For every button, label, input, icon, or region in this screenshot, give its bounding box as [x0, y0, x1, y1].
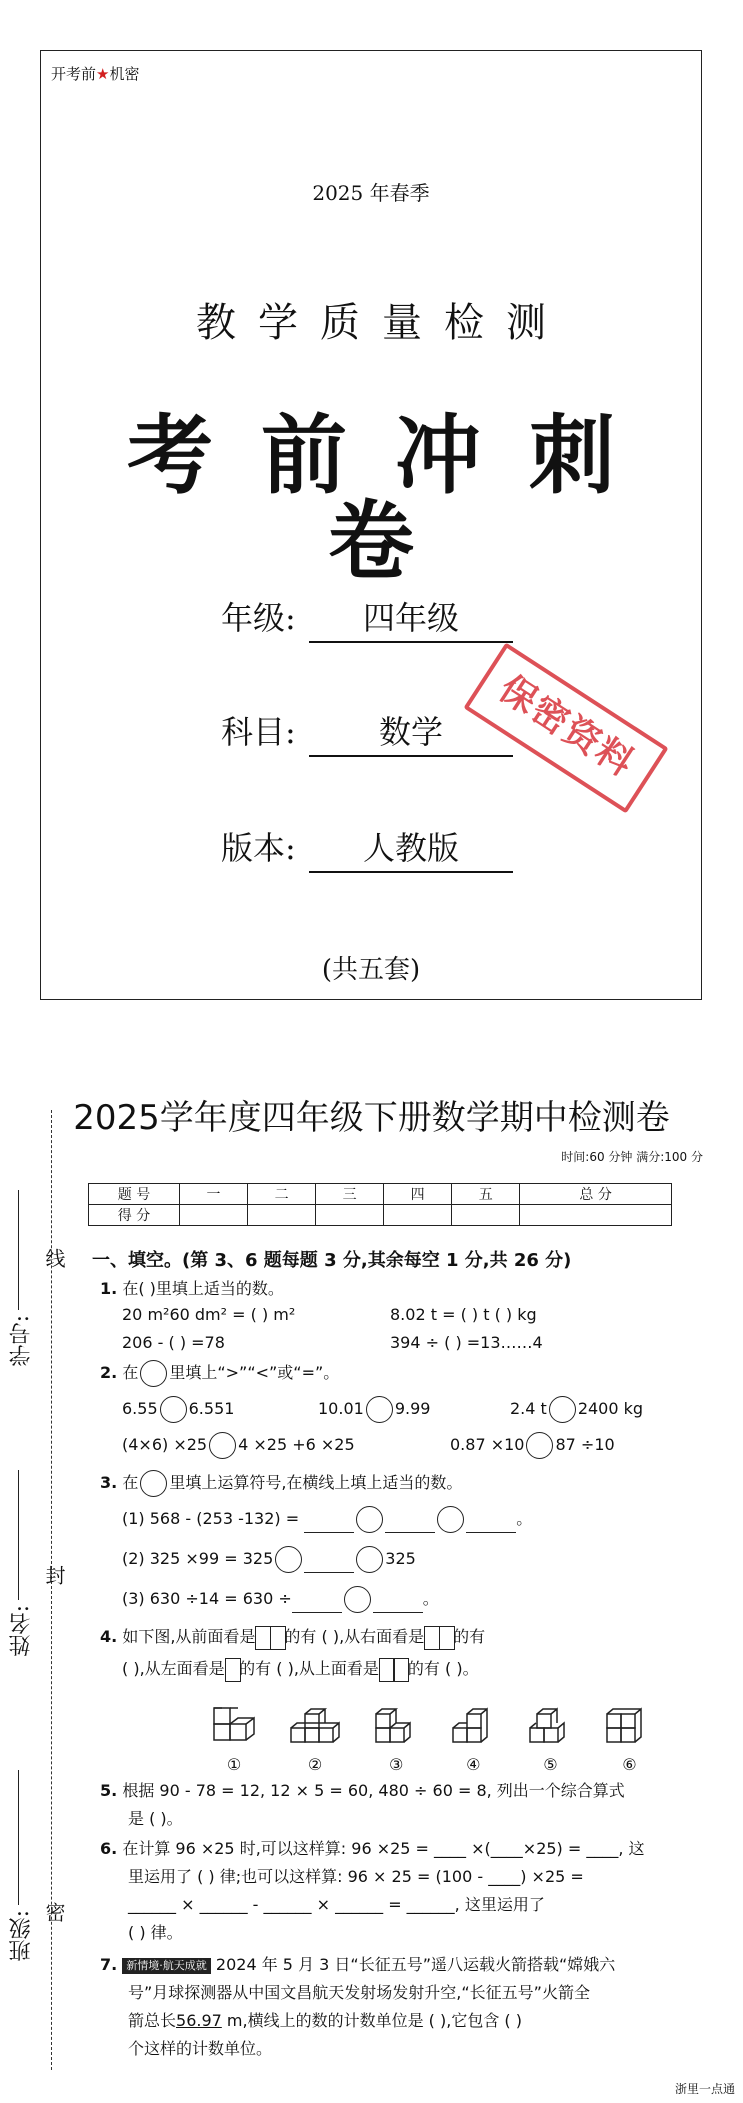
compare-circle[interactable]: [160, 1396, 187, 1423]
question-5-line2: 是 ( )。: [128, 1809, 183, 1828]
table-cell: 五: [452, 1184, 520, 1205]
secret-text-2: 机密: [109, 65, 140, 83]
cube-label: ⑥: [622, 1755, 637, 1774]
period: 。: [422, 1589, 439, 1608]
cube-label: ④: [466, 1755, 481, 1774]
compare-circle[interactable]: [549, 1396, 576, 1423]
cube-label: ①: [226, 1755, 242, 1774]
question-text: 箭总长: [128, 2011, 177, 2030]
q2-item-c: [510, 1396, 643, 1423]
publisher-mark: 浙里一点通: [674, 2082, 735, 2096]
q2-left: 0.87 ×10: [450, 1435, 525, 1454]
q2-right: 6.551: [188, 1399, 235, 1418]
question-text: 2024 年 5 月 3 日“长征五号”遥八运载火箭搭载“嫦娥六: [215, 1955, 616, 1974]
secret-text: 开考前: [51, 65, 97, 83]
answer-blank[interactable]: [304, 1554, 354, 1573]
question-6-line4: ( ) 律。: [128, 1923, 183, 1942]
question-3: [100, 1470, 462, 1497]
table-cell: 一: [180, 1184, 248, 1205]
question-text: 如下图,从前面看是: [122, 1627, 256, 1646]
operator-circle[interactable]: [275, 1546, 302, 1573]
cube-figure: [526, 1706, 574, 1778]
cube-figure: [287, 1706, 343, 1778]
q2-item-b: [318, 1396, 430, 1423]
table-cell: 二: [248, 1184, 316, 1205]
question-text: ( ),从左面看是: [122, 1659, 225, 1678]
score-cell[interactable]: [452, 1205, 520, 1226]
q3-item-a: [122, 1506, 532, 1533]
q3-expr: (3) 630 ÷14 = 630 ÷: [122, 1589, 292, 1608]
section-one-heading: 一、填空。(第 3、6 题每题 3 分,其余每空 1 分,共 26 分): [92, 1250, 572, 1271]
student-id-label: 学号:: [9, 1315, 34, 1367]
score-cell[interactable]: [384, 1205, 452, 1226]
name-label: 姓名:: [9, 1605, 34, 1657]
answer-circle-icon: [140, 1360, 167, 1387]
question-number: 4.: [100, 1627, 118, 1646]
question-2: [100, 1360, 339, 1387]
q2-item-a: [122, 1396, 234, 1423]
question-number: 2.: [100, 1363, 118, 1382]
cover-frame: [40, 50, 702, 1000]
question-7-line3: [128, 2008, 522, 2034]
subject-value: 数学: [309, 707, 513, 757]
grade-value: 四年级: [309, 593, 513, 643]
cube-figures: [210, 1706, 679, 1778]
right-view-icon: [424, 1626, 453, 1650]
operator-circle[interactable]: [344, 1586, 371, 1613]
operator-circle[interactable]: [437, 1506, 464, 1533]
question-number: 7.: [100, 1955, 118, 1974]
cube-figure: [449, 1706, 497, 1778]
cube-figure: [603, 1706, 655, 1778]
score-cell[interactable]: [520, 1205, 672, 1226]
q2-right: 4 ×25 +6 ×25: [238, 1435, 355, 1454]
score-cell[interactable]: [248, 1205, 316, 1226]
q2-item-d: [122, 1432, 355, 1459]
front-view-icon: [255, 1626, 284, 1650]
version-value: 人教版: [309, 823, 513, 873]
answer-circle-icon: [140, 1470, 167, 1497]
star-icon: ★: [96, 65, 110, 83]
score-cell[interactable]: [180, 1205, 248, 1226]
q2-right: 2400 kg: [577, 1399, 644, 1418]
q2-left: 6.55: [122, 1399, 158, 1418]
secret-label: [51, 63, 139, 84]
subject-label: 科目:: [221, 713, 296, 751]
cube-label: ⑤: [543, 1755, 558, 1774]
question-1: [100, 1276, 284, 1302]
question-4: [100, 1624, 485, 1650]
question-text: 在计算 96 ×25 时,可以这样算: 96 ×25 = ____ ×(____×25) = ____, 这: [122, 1839, 645, 1858]
question-6: [100, 1836, 645, 1862]
class-line[interactable]: [18, 1770, 19, 1905]
question-6-line3: ______ × ______ - ______ × ______ = ______, 这里运用了: [128, 1895, 545, 1914]
question-text: 在: [122, 1363, 139, 1382]
binding-char-secret: 密: [42, 1902, 66, 1922]
cube-label: ③: [389, 1755, 404, 1774]
table-cell: 总 分: [520, 1184, 672, 1205]
operator-circle[interactable]: [356, 1506, 383, 1533]
cube-figure: [372, 1706, 420, 1778]
q1-item-c: 206 - ( ) =78: [122, 1333, 225, 1352]
version-field: [221, 823, 513, 873]
question-7-line2: 号”月球探测器从中国文昌航天发射场发射升空,“长征五号”火箭全: [128, 1983, 590, 2002]
cover-subtitle: 教学质量检测: [196, 300, 568, 346]
q3-item-c: [122, 1586, 439, 1613]
question-text: 在: [122, 1473, 139, 1492]
q2-item-e: [450, 1432, 615, 1459]
compare-circle[interactable]: [209, 1432, 236, 1459]
cover-year: 2025 年春季: [312, 181, 430, 205]
answer-blank[interactable]: [304, 1514, 354, 1533]
table-cell: 三: [316, 1184, 384, 1205]
top-view-icon: [379, 1658, 408, 1682]
period: 。: [516, 1509, 533, 1528]
q3-expr: (2) 325 ×99 = 325: [122, 1549, 274, 1568]
answer-blank[interactable]: [292, 1594, 342, 1613]
question-text: 的有 ( )。: [407, 1659, 479, 1678]
q1-item-d: 394 ÷ ( ) =13……4: [390, 1333, 543, 1352]
version-label: 版本:: [221, 829, 296, 867]
answer-blank[interactable]: [466, 1514, 516, 1533]
question-text: 的有 ( ),从上面看是: [239, 1659, 379, 1678]
q2-right: 9.99: [394, 1399, 431, 1418]
q3-expr: (1) 568 - (253 -132) =: [122, 1509, 300, 1528]
answer-blank[interactable]: [373, 1594, 423, 1613]
compare-circle[interactable]: [526, 1432, 553, 1459]
question-text: m,横线上的数的计数单位是 ( ),它包含 ( ): [221, 2011, 522, 2030]
q2-left: 10.01: [318, 1399, 364, 1418]
table-row: [89, 1205, 672, 1226]
q2-left: (4×6) ×25: [122, 1435, 208, 1454]
cube-figure: [210, 1706, 258, 1778]
question-text: 的有: [453, 1627, 486, 1646]
table-cell: 四: [384, 1184, 452, 1205]
q2-left: 2.4 t: [510, 1399, 547, 1418]
student-id-line[interactable]: [18, 1190, 19, 1310]
exam-title: 2025学年度四年级下册数学期中检测卷: [73, 1098, 670, 1138]
left-view-icon: [225, 1658, 240, 1682]
subject-field: [221, 707, 513, 757]
compare-circle[interactable]: [366, 1396, 393, 1423]
q3-expr-2: 325: [385, 1549, 416, 1568]
q3-item-b: [122, 1546, 416, 1573]
confidential-stamp: 保密资料: [463, 642, 668, 813]
question-text: 根据 90 - 78 = 12, 12 × 5 = 60, 480 ÷ 60 = 8, 列出一个综合算式: [122, 1781, 625, 1800]
question-text-2: 里填上“>”“<”或“=”。: [169, 1363, 340, 1382]
exam-meta: 时间:60 分钟 满分:100 分: [561, 1150, 703, 1164]
name-line[interactable]: [18, 1470, 19, 1600]
question-number: 1.: [100, 1279, 118, 1298]
class-label: 班级:: [9, 1910, 34, 1962]
cover-title: 考前冲刺卷: [127, 405, 663, 592]
question-7-line4: 个这样的计数单位。: [128, 2039, 273, 2058]
question-number: 3.: [100, 1473, 118, 1492]
q1-item-a: 20 m²60 dm² = ( ) m²: [122, 1305, 296, 1324]
binding-char-seal: 封: [42, 1565, 66, 1585]
context-tag: 新情境·航天成就: [122, 1958, 211, 1974]
score-cell[interactable]: [316, 1205, 384, 1226]
answer-blank[interactable]: [385, 1514, 435, 1533]
question-5: [100, 1778, 625, 1804]
operator-circle[interactable]: [356, 1546, 383, 1573]
question-number: 5.: [100, 1781, 118, 1800]
grade-field: [221, 593, 513, 643]
question-text-2: 里填上运算符号,在横线上填上适当的数。: [169, 1473, 463, 1492]
question-6-line2: 里运用了 ( ) 律;也可以这样算: 96 × 25 = (100 - ____) ×25 =: [128, 1867, 584, 1886]
grade-label: 年级:: [221, 599, 296, 637]
table-cell: 题 号: [89, 1184, 180, 1205]
binding-char-line: 线: [42, 1248, 66, 1268]
question-4-line2: [122, 1656, 479, 1682]
q2-right: 87 ÷10: [555, 1435, 615, 1454]
q1-item-b: 8.02 t = ( ) t ( ) kg: [390, 1305, 537, 1324]
table-cell: 得 分: [89, 1205, 180, 1226]
question-number: 6.: [100, 1839, 118, 1858]
score-table: [88, 1183, 672, 1226]
table-row: [89, 1184, 672, 1205]
underlined-number: 56.97: [176, 2011, 222, 2030]
question-text: 在( )里填上适当的数。: [122, 1279, 284, 1298]
set-count: (共五套): [321, 955, 421, 985]
question-text: 的有 ( ),从右面看是: [284, 1627, 425, 1646]
cube-label: ②: [307, 1755, 323, 1774]
question-7: [100, 1952, 615, 1978]
